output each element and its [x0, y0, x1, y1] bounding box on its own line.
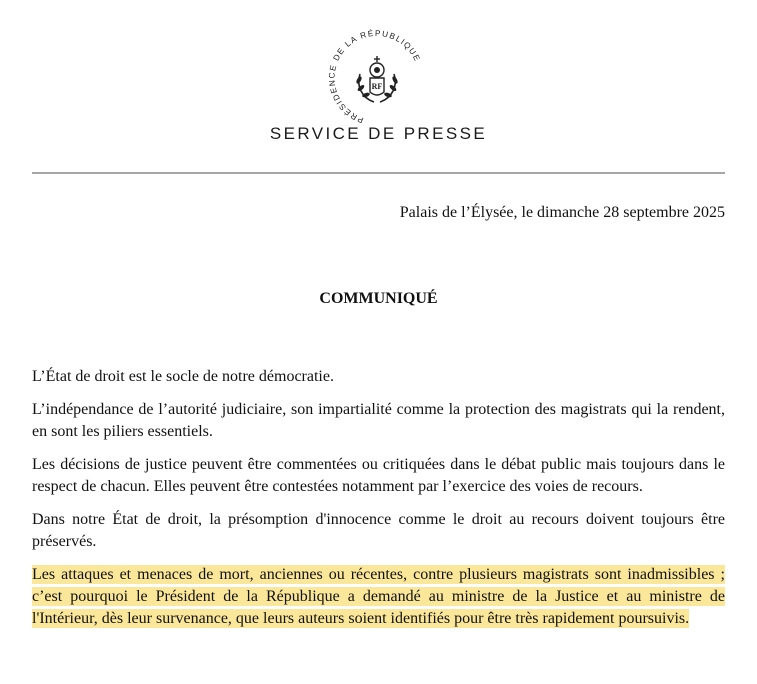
- paragraph-5-highlighted: [32, 564, 725, 630]
- dateline: Palais de l’Élysée, le dimanche 28 septembre 2025: [399, 204, 725, 221]
- document-title: COMMUNIQUÉ: [319, 290, 438, 307]
- service-de-presse-heading: SERVICE DE PRESSE: [269, 124, 488, 143]
- seal-monogram: RF: [371, 82, 383, 91]
- seal-emblem-icon: [322, 22, 432, 132]
- seal-ring-text: PRÉSIDENCE DE LA RÉPUBLIQUE: [327, 28, 423, 125]
- header-divider: [32, 172, 725, 174]
- paragraph-4: Dans notre État de droit, la présomption d'innocence comme le droit au recours doivent toujours être préservés.: [32, 511, 725, 550]
- paragraph-3: Les décisions de justice peuvent être commentées ou critiquées dans le débat public mais toujours dans le respect de chacun. Elles peuvent être contestées notamment par l’exercice des voies de recours.: [32, 456, 725, 495]
- communique-body: [32, 366, 725, 641]
- paragraph-2: L’indépendance de l’autorité judiciaire, son impartialité comme la protection des magistrats qui la rendent, en sont les piliers essentiels.: [32, 401, 725, 440]
- presidency-seal: [322, 22, 432, 132]
- paragraph-1: L’État de droit est le socle de notre démocratie.: [32, 368, 334, 385]
- highlighted-text: Les attaques et menaces de mort, anciennes ou récentes, contre plusieurs magistrats sont inadmissibles ; c’est pourquoi le Président de la République a demandé au ministre de la Justice et au ministre de l'Intérieur, dès leur survenance, que leurs auteurs soient identifiés pour être très rapidement poursuivis.: [32, 566, 725, 627]
